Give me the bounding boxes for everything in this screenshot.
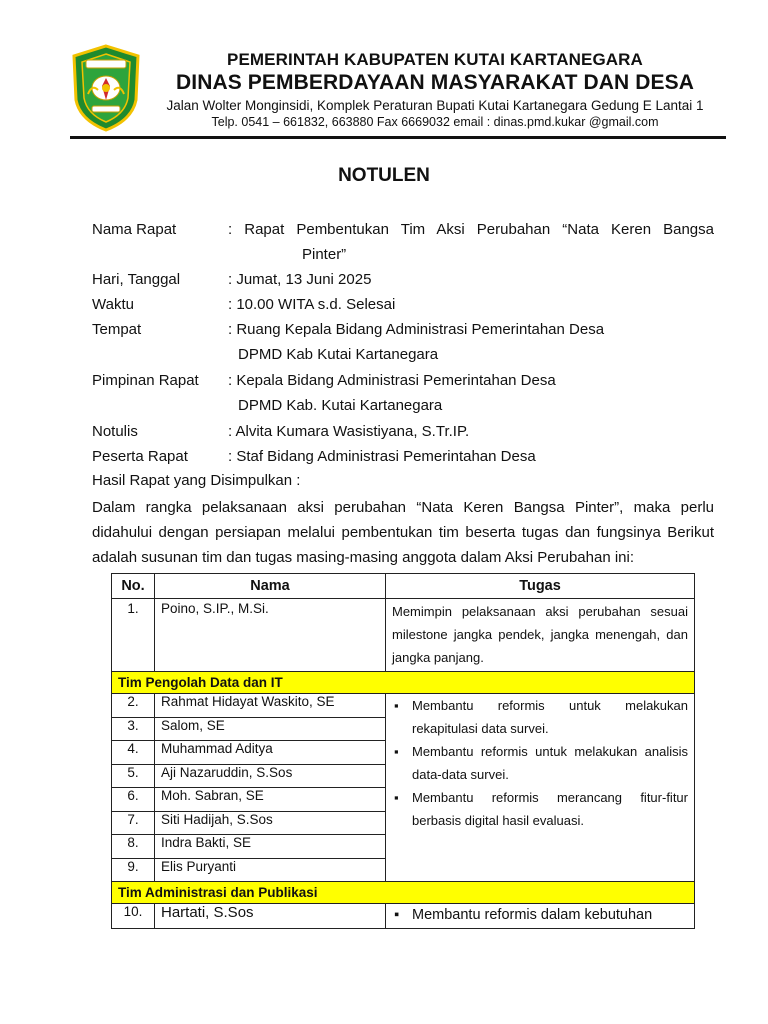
hasil-rapat-label: Hasil Rapat yang Disimpulkan : — [92, 472, 301, 489]
task-item: ▪ Membantu reformis merancang fitur-fitur berbasis digital hasil evaluasi. — [392, 786, 688, 832]
row-name: Rahmat Hidayat Waskito, SE — [155, 694, 386, 718]
row-no: 5. — [112, 764, 155, 788]
section-row — [112, 672, 695, 694]
section-row — [112, 882, 695, 904]
task-item: ▪ Membantu reformis untuk melakukan rekapitulasi data survei. — [392, 694, 688, 740]
row-task-cell — [386, 904, 695, 929]
info-label-tempat: Tempat — [92, 321, 142, 338]
info-value-pimpinan: : Kepala Bidang Administrasi Pemerintahan Desa — [228, 372, 556, 389]
row-name: Siti Hadijah, S.Sos — [155, 811, 386, 835]
row-no: 10. — [112, 904, 155, 929]
row-name: Muhammad Aditya — [155, 741, 386, 765]
info-label-nama-rapat: Nama Rapat — [92, 221, 177, 238]
team-tasks-cell — [386, 694, 695, 882]
task-item: ▪ Membantu reformis untuk melakukan analisis data-data survei. — [392, 740, 688, 786]
table-row — [112, 694, 695, 718]
letterhead-divider — [70, 136, 726, 139]
section-label: Tim Pengolah Data dan IT — [112, 672, 695, 694]
header-agency: DINAS PEMBERDAYAAN MASYARAKAT DAN DESA — [176, 71, 694, 94]
info-value-tempat-cont: DPMD Kab Kutai Kartanegara — [238, 346, 439, 363]
info-value-nama-rapat: : Rapat Pembentukan Tim Aksi Perubahan “Nata Keren Bangsa — [228, 221, 714, 238]
row-name: Hartati, S.Sos — [155, 904, 386, 929]
kutai-kartanegara-logo — [70, 44, 142, 132]
info-label-notulis: Notulis — [92, 423, 138, 440]
team-table — [111, 573, 695, 929]
info-value-waktu: : 10.00 WITA s.d. Selesai — [228, 296, 396, 313]
row-no: 8. — [112, 835, 155, 859]
row-name: Moh. Sabran, SE — [155, 788, 386, 812]
row-name: Salom, SE — [155, 717, 386, 741]
table-row — [112, 904, 695, 929]
info-label-waktu: Waktu — [92, 296, 134, 313]
row-name: Elis Puryanti — [155, 858, 386, 882]
task-item: ▪ Membantu reformis dalam kebutuhan — [392, 904, 688, 927]
col-header-nama: Nama — [155, 574, 386, 599]
row-no: 3. — [112, 717, 155, 741]
table-header-row — [112, 574, 695, 599]
header-address: Jalan Wolter Monginsidi, Komplek Peraturan Bupati Kutai Kartanegara Gedung E Lantai 1 — [166, 98, 704, 113]
row-name: Poino, S.IP., M.Si. — [155, 599, 386, 672]
task-list — [392, 694, 688, 832]
row-task: Memimpin pelaksanaan aksi perubahan sesuai milestone jangka pendek, jangka menengah, dan jangka panjang. — [386, 599, 695, 672]
row-no: 9. — [112, 858, 155, 882]
section-label: Tim Administrasi dan Publikasi — [112, 882, 695, 904]
info-value-nama-rapat-cont: Pinter” — [302, 246, 347, 263]
header-contact: Telp. 0541 – 661832, 663880 Fax 6669032 email : dinas.pmd.kukar @gmail.com — [211, 115, 659, 129]
row-no: 1. — [112, 599, 155, 672]
row-name: Aji Nazaruddin, S.Sos — [155, 764, 386, 788]
col-header-tugas: Tugas — [386, 574, 695, 599]
info-value-pimpinan-cont: DPMD Kab. Kutai Kartanegara — [238, 397, 443, 414]
row-no: 6. — [112, 788, 155, 812]
col-header-no: No. — [112, 574, 155, 599]
row-no: 2. — [112, 694, 155, 718]
info-value-notulis: : Alvita Kumara Wasistiyana, S.Tr.IP. — [228, 423, 470, 440]
info-value-tempat: : Ruang Kepala Bidang Administrasi Pemerintahan Desa — [228, 321, 605, 338]
info-label-hari-tanggal: Hari, Tanggal — [92, 271, 181, 288]
row-no: 4. — [112, 741, 155, 765]
table-row — [112, 599, 695, 672]
document-title: NOTULEN — [338, 165, 430, 186]
summary-paragraph: Dalam rangka pelaksanaan aksi perubahan “Nata Keren Bangsa Pinter”, maka perlu didahului dengan persiapan melalui pembentukan tim beserta tugas dan fungsinya Berikut adalah susunan tim dan tugas masing-masing anggota dalam Aksi Perubahan ini: — [92, 499, 714, 566]
row-no: 7. — [112, 811, 155, 835]
info-label-peserta: Peserta Rapat — [92, 448, 188, 465]
row-name: Indra Bakti, SE — [155, 835, 386, 859]
task-list — [392, 904, 688, 927]
info-value-hari-tanggal: : Jumat, 13 Juni 2025 — [228, 271, 372, 288]
info-value-peserta: : Staf Bidang Administrasi Pemerintahan Desa — [228, 448, 536, 465]
header-government: PEMERINTAH KABUPATEN KUTAI KARTANEGARA — [227, 50, 643, 69]
info-label-pimpinan: Pimpinan Rapat — [92, 372, 199, 389]
